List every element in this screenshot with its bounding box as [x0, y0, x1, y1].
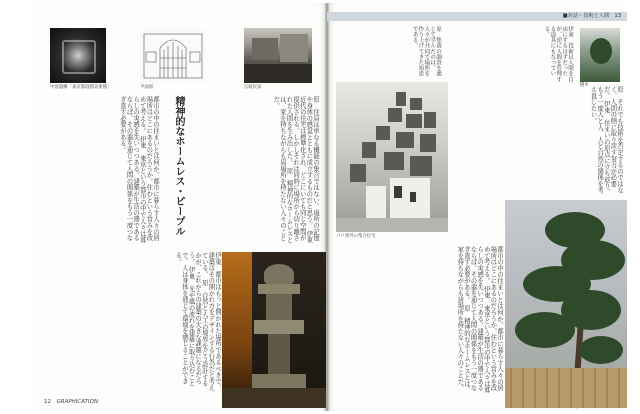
text-col1: 都市の中の住まいとは何か。都市に暮らす人々の居場所はどこにあるのだろうか。住むという営みを改めて考える。	[138, 96, 159, 241]
left-folio	[44, 397, 98, 405]
text-col7: 原 自然と人工の境界をどう設計するかが、これからの建築の大きな課題になるだろう。	[187, 252, 208, 387]
article-text-block-4	[340, 26, 440, 80]
article-text-block-1	[40, 96, 158, 246]
magazine-name: GRAPHICATION	[56, 399, 99, 405]
text-col4: 伊東 近代の住宅は標準化され、どこにいても同じ空間が提供される。しかしそれは同時に場所から切り離された人間を生み出した。	[285, 96, 313, 250]
stone-lantern-photo	[222, 252, 326, 408]
pine-svg	[505, 200, 627, 408]
article-text-block-2	[188, 96, 319, 250]
text-col6: 伊東 都市はもっと開かれた場所であるべきで、建築はその開かれ方をデザインする行為だと考えている。	[200, 252, 221, 391]
dark-interior-photo	[50, 28, 106, 83]
old-house-photo	[244, 28, 312, 83]
section-title	[563, 12, 621, 21]
text-col1-repeat: 都市の中の住まいとは何か。都市に暮らす人々の居場所はどこにあるのだろうか。住むという営みを改めて考える。	[482, 246, 503, 391]
text-col12: 伊東 住まいの原点に立ち返り、もう一度人と人、人と自然の関係を考え直したい。	[589, 86, 610, 196]
caption-photo1: 中庭遺構「東京都庭園美術館」	[50, 85, 112, 90]
caption-photo2: 平面図	[140, 85, 154, 90]
text-col3: 原 住居は単なる機能の集合ではない。場所の記憶や身体の感覚とともに成立するものだと思う。	[305, 96, 319, 241]
text-col9: 原 集落の調査を通じて学んだのは、人々が共同で場所を作り上げてきた知恵である。	[411, 26, 441, 77]
floor-plan-drawing	[140, 28, 206, 83]
tree-photo-small	[580, 28, 620, 82]
section-label: ■対話・技術と人間	[562, 13, 610, 19]
hillside-village-photo	[336, 82, 448, 232]
caption-photo-right-small: 樹木	[580, 83, 589, 88]
floor-plan-svg	[140, 28, 206, 83]
pine-tree-photo	[505, 200, 627, 408]
article-text-block-7	[336, 246, 502, 396]
text-col2-repeat: 伊東 東京という都市の中で人々は暮らしの実感を失いつつある。建築が生活の器であるならば、その器を通じて人間の関係をもう一度つなぎ直す必要がある。	[462, 246, 490, 393]
text-col5: 原 精神的なホームレスとは、家を持ちながらも居場所を持たない人々のことだ。	[272, 96, 293, 243]
caption-photo3: 伝統民家	[244, 85, 262, 90]
page-number-left: 12	[44, 399, 51, 405]
text-col2: 伊東 東京という都市の中で人々は暮らしの実感を失いつつある。建築が生活の器であるならば、その器を通じて人間の関係をもう一度つなぎ直す必要がある。	[118, 96, 146, 243]
text-col8: 伊東 光や風の流れを建築に取り込むことで、人は身体を通じて環境を感じることができる。	[174, 252, 195, 387]
article-heading: 精神的なホームレス・ピープル	[173, 96, 184, 236]
text-col10: 伊東 技術は人間を自由にするはずだったが、逆に人間を管理する道具にもなっている。	[543, 26, 573, 82]
village-svg	[336, 82, 448, 232]
caption-photo-center: パリ郊外の集合住宅	[336, 234, 376, 239]
text-col11: 原 それでも技術を否定するのではなく、人間の側に取り戻す努力が必要だ。	[602, 86, 623, 194]
section-header	[327, 12, 627, 21]
text-col5-repeat: 原 精神的なホームレスとは、家を持ちながらも居場所を持たない人々のことだ。	[456, 246, 470, 393]
article-text-block-3	[40, 252, 220, 392]
page-number-right: 13	[614, 13, 621, 19]
article-text-block-5	[452, 26, 572, 82]
